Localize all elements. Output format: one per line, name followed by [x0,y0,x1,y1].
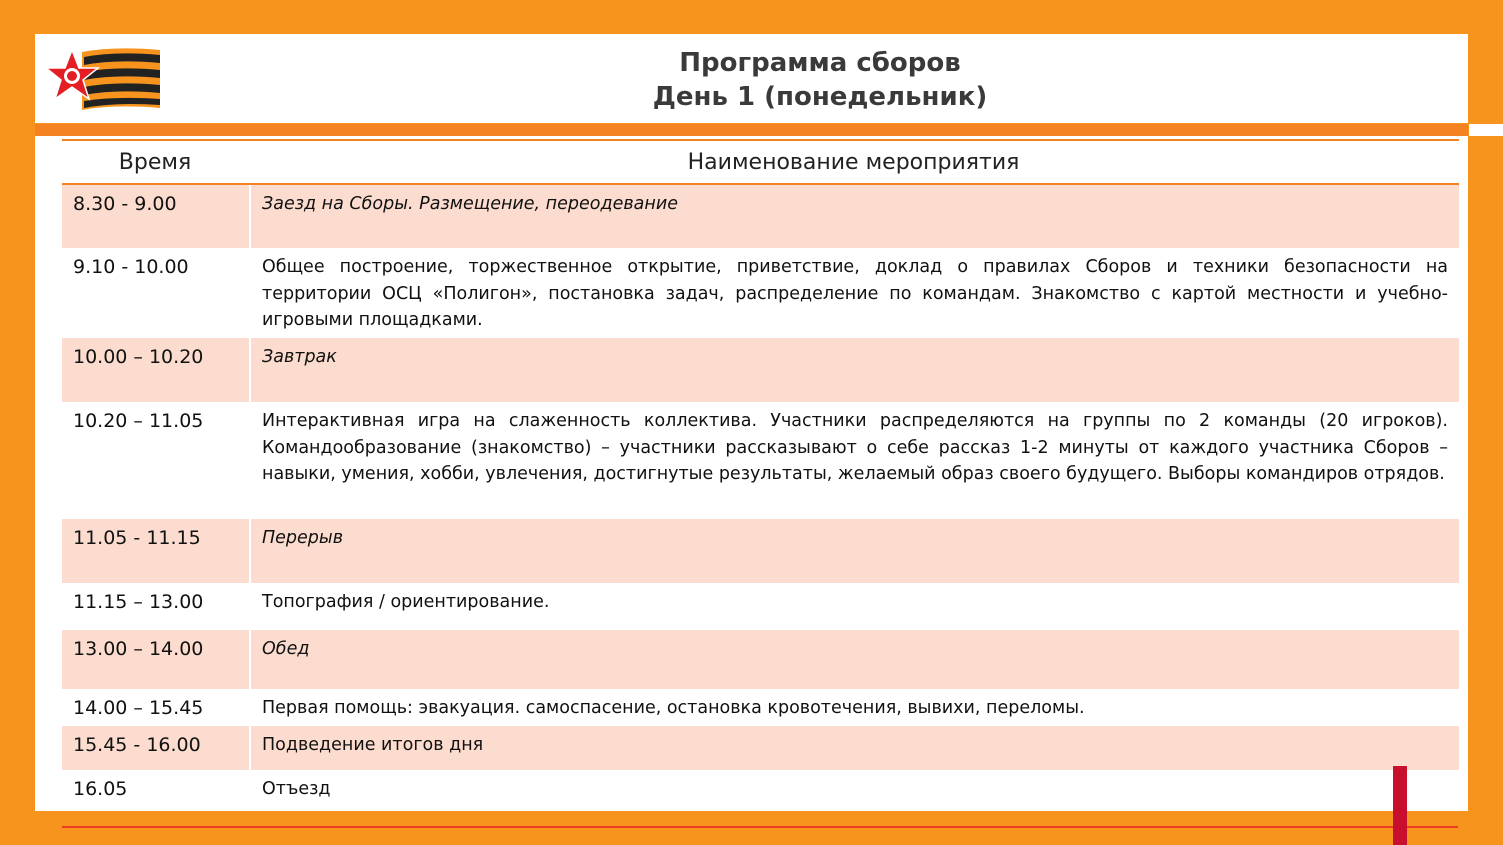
row-event: Подведение итогов дня [249,726,1459,770]
row-event: Общее построение, торжественное открытие, приветствие, доклад о правилах Сборов и техники безопасности на территории ОСЦ «Полигон», постановка задач, распределение по командам. Знакомство с картой местности и учебно-игровыми площадками. [249,248,1459,338]
table-header [62,141,1459,185]
table-row [62,689,1459,726]
row-time: 8.30 - 9.00 [73,193,177,215]
row-event: Отъезд [249,770,1459,810]
row-time: 16.05 [73,778,128,800]
row-time: 9.10 - 10.00 [73,256,189,278]
title-line-2: День 1 (понедельник) [652,82,988,112]
table-row [62,726,1459,770]
footer-rule [62,826,1458,828]
row-event: Интерактивная игра на слаженность коллектива. Участники распределяются на группы по 2 команды (20 игроков). Командообразование (знакомство) – участники рассказывают о себе рассказ 1-2 минуты от каждого участника Сборов – навыки, умения, хобби, увлечения, достигнутые результаты, желаемый образ своего будущего. Выборы командиров отрядов. [249,402,1459,519]
row-time: 11.15 – 13.00 [73,591,204,613]
row-event: Обед [249,630,1459,689]
schedule-table [62,139,1459,810]
row-time: 10.00 – 10.20 [73,346,204,368]
table-row [62,583,1459,630]
row-event: Перерыв [249,519,1459,583]
column-header-time: Время [118,149,192,175]
table-row [62,630,1459,689]
header-divider-right [1469,124,1503,136]
table-row [62,402,1459,519]
page-title [620,46,1020,114]
title-line-1: Программа сборов [679,48,961,78]
column-header-event: Наименование мероприятия [687,149,1020,175]
row-event: Завтрак [249,338,1459,402]
red-accent-bar [1393,766,1407,845]
table-row [62,770,1459,810]
row-time: 10.20 – 11.05 [73,410,204,432]
table-row [62,185,1459,248]
header-divider [0,124,1503,136]
row-event: Заезд на Сборы. Размещение, переодевание [249,185,1459,248]
row-time: 13.00 – 14.00 [73,638,204,660]
row-event: Первая помощь: эвакуация. самоспасение, остановка кровотечения, вывихи, переломы. [249,689,1459,726]
row-time: 14.00 – 15.45 [73,697,204,719]
row-event: Топография / ориентирование. [249,583,1459,630]
star-ribbon-emblem-icon [44,46,162,114]
row-time: 15.45 - 16.00 [73,734,201,756]
row-time: 11.05 - 11.15 [73,527,201,549]
table-row [62,338,1459,402]
table-row [62,248,1459,338]
table-row [62,519,1459,583]
